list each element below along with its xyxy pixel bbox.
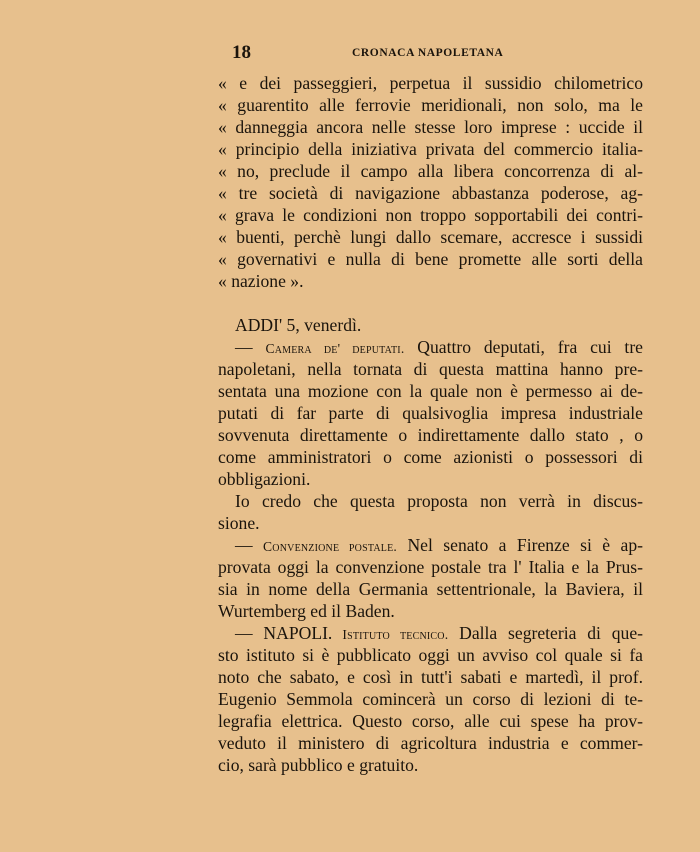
body-line: sione. <box>218 513 260 533</box>
body-line: provata oggi la convenzione postale tra l' Italia e la Prus- <box>218 557 643 577</box>
quote-line: « e dei passeggieri, perpetua il sussidio chilometrico <box>218 73 643 93</box>
em-dash: — <box>235 535 264 555</box>
body-line: legrafia elettrica. Questo corso, alle cui spese ha prov- <box>218 711 643 731</box>
quote-line: « tre società di navigazione abbastanza poderose, ag- <box>218 183 643 203</box>
body-line: sto istituto si è pubblicato oggi un avviso col quale si fa <box>218 645 643 665</box>
body-line: Io credo che questa proposta non verrà in discus- <box>235 491 643 511</box>
body-line: obbligazioni. <box>218 469 311 489</box>
quote-line: « guarentito alle ferrovie meridionali, non solo, ma le <box>218 95 643 115</box>
body-line: sentata una mozione con la quale non è permesso ai de- <box>218 381 643 401</box>
section-camera-first-line <box>235 336 643 360</box>
quote-line: « grava le condizioni non troppo sopportabili dei contri- <box>218 205 643 225</box>
section-heading-camera: Camera de' deputati. <box>265 341 405 356</box>
place-name: NAPOLI. <box>263 623 333 643</box>
quote-line: « governativi e nulla di bene promette alle sorti della <box>218 249 643 269</box>
section-istituto-first-line <box>235 622 643 646</box>
body-line: Eugenio Semmola comincerà un corso di lezioni di te- <box>218 689 643 709</box>
em-dash: — <box>235 623 264 643</box>
quote-line: « no, preclude il campo alla libera concorrenza di al- <box>218 161 643 181</box>
section-heading-convenzione: Convenzione postale. <box>263 539 398 554</box>
body-line: napoletani, nella tornata di questa mattina hanno pre- <box>218 359 643 379</box>
quote-line: « danneggia ancora nelle stesse loro imprese : uccide il <box>218 117 643 137</box>
body-line: noto che sabato, e così in tutt'i sabati e martedì, il prof. <box>218 667 643 687</box>
quote-line: « buenti, perchè lungi dallo scemare, accresce i sussidi <box>218 227 643 247</box>
section-text: Quattro deputati, fra cui tre <box>404 337 643 357</box>
body-line: sia in nome della Germania settentrionale, la Baviera, il <box>218 579 643 599</box>
body-line: veduto il ministero di agricoltura industria e commer- <box>218 733 643 753</box>
quote-line: « nazione ». <box>218 271 304 291</box>
section-convenzione-first-line <box>235 534 643 558</box>
section-text: Dalla segreteria di que- <box>448 623 644 643</box>
section-heading-istituto: Istituto tecnico. <box>332 627 449 642</box>
page-header <box>232 42 652 68</box>
body-line: come amministratori o come azionisti o possessori di <box>218 447 643 467</box>
section-text: Nel senato a Firenze si è ap- <box>397 535 643 555</box>
body-line: putati di far parte di qualsivoglia impresa industriale <box>218 403 643 423</box>
page-number: 18 <box>232 42 251 63</box>
running-title: CRONACA NAPOLETANA <box>352 47 504 59</box>
date-line: ADDI' 5, venerdì. <box>235 315 362 335</box>
em-dash: — <box>235 337 266 357</box>
body-line: cio, sarà pubblico e gratuito. <box>218 755 419 775</box>
body-line: sovvenuta direttamente o indirettamente dallo stato , o <box>218 425 643 445</box>
quote-line: « principio della iniziativa privata del commercio italia- <box>218 139 643 159</box>
body-line: Wurtemberg ed il Baden. <box>218 601 395 621</box>
